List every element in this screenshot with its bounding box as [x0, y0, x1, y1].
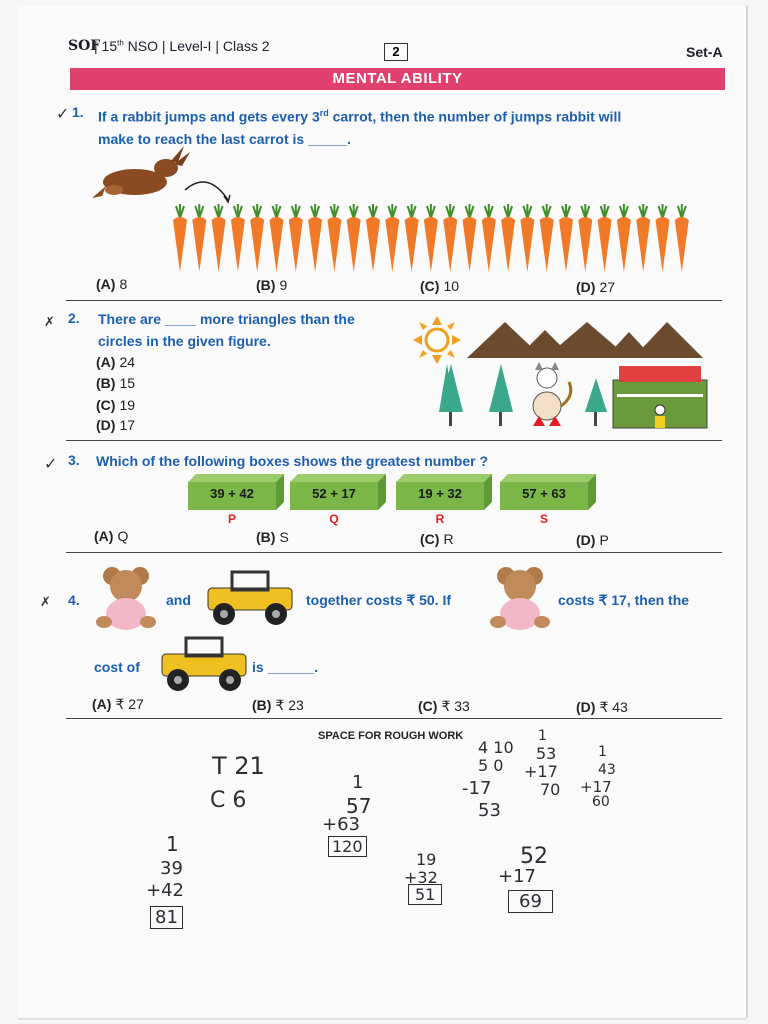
rabbit-carrot-figure — [90, 140, 710, 280]
toy-jeep-image — [202, 566, 298, 630]
carrot-icon — [250, 204, 264, 272]
option-value: 19 — [119, 397, 136, 413]
page-number: 2 — [384, 43, 408, 61]
trees — [439, 364, 607, 426]
q3-option-c[interactable] — [420, 531, 454, 547]
hw-a4-result: 69 — [508, 890, 553, 913]
option-value: ₹ 23 — [275, 697, 304, 713]
check-mark-q3: ✓ — [44, 456, 58, 473]
option-value: 15 — [119, 375, 136, 391]
option-value: Q — [117, 528, 129, 544]
toy-jeep-image — [156, 630, 252, 696]
q2-option-d[interactable] — [96, 417, 135, 433]
carrot-icon — [598, 204, 612, 272]
question-text-q2: There are ____ more triangles than the circles in the given figure. — [98, 311, 355, 349]
option-value: R — [443, 531, 454, 547]
carrot-icon — [501, 204, 515, 272]
hw-a3-result: 51 — [408, 884, 442, 905]
hw-s1-result: 53 — [478, 800, 501, 821]
option-value: 9 — [279, 277, 288, 293]
hw-s3-carry: 1 — [598, 744, 607, 760]
rough-work-label: SPACE FOR ROUGH WORK — [318, 730, 464, 742]
handwritten-c6: C 6 — [210, 788, 247, 813]
option-key: (C) — [418, 698, 438, 714]
hw-a2-result: 120 — [328, 836, 367, 857]
carrot-icon — [231, 204, 245, 272]
q3-option-b[interactable] — [256, 529, 289, 545]
rabbit-illustration — [92, 146, 190, 198]
hw-a1-carry: 1 — [166, 832, 179, 856]
section-banner: MENTAL ABILITY — [70, 68, 725, 90]
carrot-icon — [559, 204, 573, 272]
triangle-circle-figure — [405, 308, 715, 432]
q1-option-b[interactable] — [256, 277, 287, 293]
divider — [66, 718, 722, 719]
sof-logo: SOF — [68, 38, 101, 54]
hw-s1-mid: 5 0 — [478, 756, 504, 775]
house-figure — [613, 366, 707, 428]
option-key: (A) — [96, 276, 116, 292]
carrot-icon — [405, 204, 419, 272]
box-label: Q — [329, 512, 339, 526]
option-value: 27 — [599, 279, 616, 295]
q2-option-b[interactable] — [96, 375, 135, 391]
option-key: (D) — [576, 279, 596, 295]
option-key: (A) — [92, 696, 112, 712]
q4-option-a[interactable] — [92, 696, 144, 713]
teddy-bear-image — [486, 562, 552, 634]
q1-option-a[interactable] — [96, 276, 127, 292]
carrot-icon — [520, 204, 534, 272]
box-expression: 19 + 32 — [418, 486, 462, 501]
carrot-icon — [482, 204, 496, 272]
q1-option-c[interactable] — [420, 278, 459, 294]
teddy-bear-image — [92, 562, 158, 634]
jump-arrow — [185, 182, 228, 200]
option-key: (C) — [96, 397, 116, 413]
q4-option-c[interactable] — [418, 698, 470, 715]
option-key: (C) — [420, 278, 440, 294]
carrot-icon — [675, 204, 689, 272]
q4-together: together costs ₹ 50. If — [306, 592, 452, 608]
option-value: ₹ 33 — [441, 698, 470, 714]
box-expression: 57 + 63 — [522, 486, 566, 501]
question-number-q3: 3. — [68, 452, 80, 468]
option-key: (D) — [576, 532, 596, 548]
hw-a1-bottom: +42 — [146, 880, 184, 901]
box-label: R — [435, 512, 445, 526]
question-text-q1: If a rabbit jumps and gets every 3rd carrot, then the number of jumps rabbit will make to reach the last carrot is _____. — [98, 108, 622, 147]
hw-a2-bottom: +63 — [322, 814, 360, 835]
box-expression: 39 + 42 — [210, 486, 254, 501]
carrot-icon — [366, 204, 380, 272]
q4-costs: costs ₹ 17, then the — [558, 592, 690, 608]
option-key: (D) — [576, 699, 596, 715]
hw-a2-top: 57 — [346, 794, 372, 818]
option-value: ₹ 27 — [115, 696, 144, 712]
option-value: P — [599, 532, 609, 548]
carrot-icon — [617, 204, 631, 272]
sun-icon — [413, 316, 461, 364]
carrot-icon — [327, 204, 341, 272]
carrot-icon — [192, 204, 206, 272]
option-value: 24 — [119, 354, 136, 370]
hw-s1-top: 4 10 — [478, 738, 514, 757]
hw-s2-result: 70 — [540, 780, 561, 799]
hw-a1-top: 39 — [160, 858, 183, 879]
q3-option-d[interactable] — [576, 532, 609, 548]
box-expression: 52 + 17 — [312, 486, 356, 501]
option-key: (B) — [252, 697, 272, 713]
option-key: (B) — [256, 529, 276, 545]
divider — [66, 440, 722, 441]
mountains — [467, 322, 703, 358]
hw-a4-bottom: +17 — [498, 866, 536, 887]
hw-a4-top: 52 — [520, 844, 548, 869]
hw-s1-bottom: -17 — [462, 778, 492, 799]
option-value: 8 — [119, 276, 128, 292]
option-value: S — [279, 529, 289, 545]
q1-option-d[interactable] — [576, 279, 615, 295]
cross-mark-q2: ✗ — [44, 314, 55, 329]
box-label: P — [227, 512, 236, 526]
carrot-icon — [173, 204, 187, 272]
hw-a1-result: 81 — [150, 906, 183, 929]
question-text-q3: Which of the following boxes shows the greatest number ? — [96, 453, 489, 469]
question-number-q1: 1. — [72, 104, 84, 120]
divider — [66, 300, 722, 301]
check-mark-q1: ✓ — [56, 106, 70, 123]
q4-option-d[interactable] — [576, 699, 628, 716]
hw-s2-bottom: +17 — [524, 762, 558, 781]
carrot-icon — [385, 204, 399, 272]
q4-is: is ______. — [252, 659, 319, 675]
divider — [66, 552, 722, 553]
q2-option-a[interactable] — [96, 354, 135, 370]
question-number-q2: 2. — [68, 310, 80, 326]
carrot-icon — [289, 204, 303, 272]
carrot-icon — [636, 204, 650, 272]
box-label: S — [539, 512, 548, 526]
carrot-icon — [540, 204, 554, 272]
option-key: (B) — [96, 375, 116, 391]
hw-s3-bottom: +17 — [580, 778, 612, 796]
q4-option-b[interactable] — [252, 697, 304, 714]
option-value: 10 — [443, 278, 460, 294]
option-value: 17 — [119, 417, 136, 433]
question-number-q4: 4. — [68, 592, 80, 608]
carrot-icon — [270, 204, 284, 272]
q4-and: and — [166, 592, 191, 608]
option-value: ₹ 43 — [599, 699, 628, 715]
option-key: (D) — [96, 417, 116, 433]
carrot-icon — [424, 204, 438, 272]
cat-figure — [533, 362, 571, 426]
hw-s3-top: 43 — [598, 762, 616, 778]
q4-cost-of: cost of — [94, 659, 140, 675]
cross-mark-q4: ✗ — [40, 594, 51, 609]
hw-s2-carry: 1 — [538, 728, 547, 744]
q2-option-c[interactable] — [96, 397, 135, 413]
option-key: (C) — [420, 531, 440, 547]
q3-option-a[interactable] — [94, 528, 128, 544]
carrot-icon — [578, 204, 592, 272]
carrot-icon — [656, 204, 670, 272]
handwritten-t21: T 21 — [212, 752, 265, 780]
set-label: Set-A — [686, 44, 723, 60]
hw-a2-carry: 1 — [352, 772, 364, 793]
hw-a3-top: 19 — [416, 850, 437, 869]
hw-a3-bottom: +32 — [404, 868, 438, 887]
carrot-icon — [443, 204, 457, 272]
option-key: (A) — [96, 354, 116, 370]
carrot-icon — [308, 204, 322, 272]
option-key: (B) — [256, 277, 276, 293]
carrot-icon — [212, 204, 226, 272]
hw-s2-top: 53 — [536, 744, 557, 763]
header-title: | 15th NSO | Level-I | Class 2 — [94, 38, 270, 54]
option-key: (A) — [94, 528, 114, 544]
hw-s3-result: 60 — [592, 794, 610, 810]
carrot-icon — [463, 204, 477, 272]
carrot-icon — [347, 204, 361, 272]
